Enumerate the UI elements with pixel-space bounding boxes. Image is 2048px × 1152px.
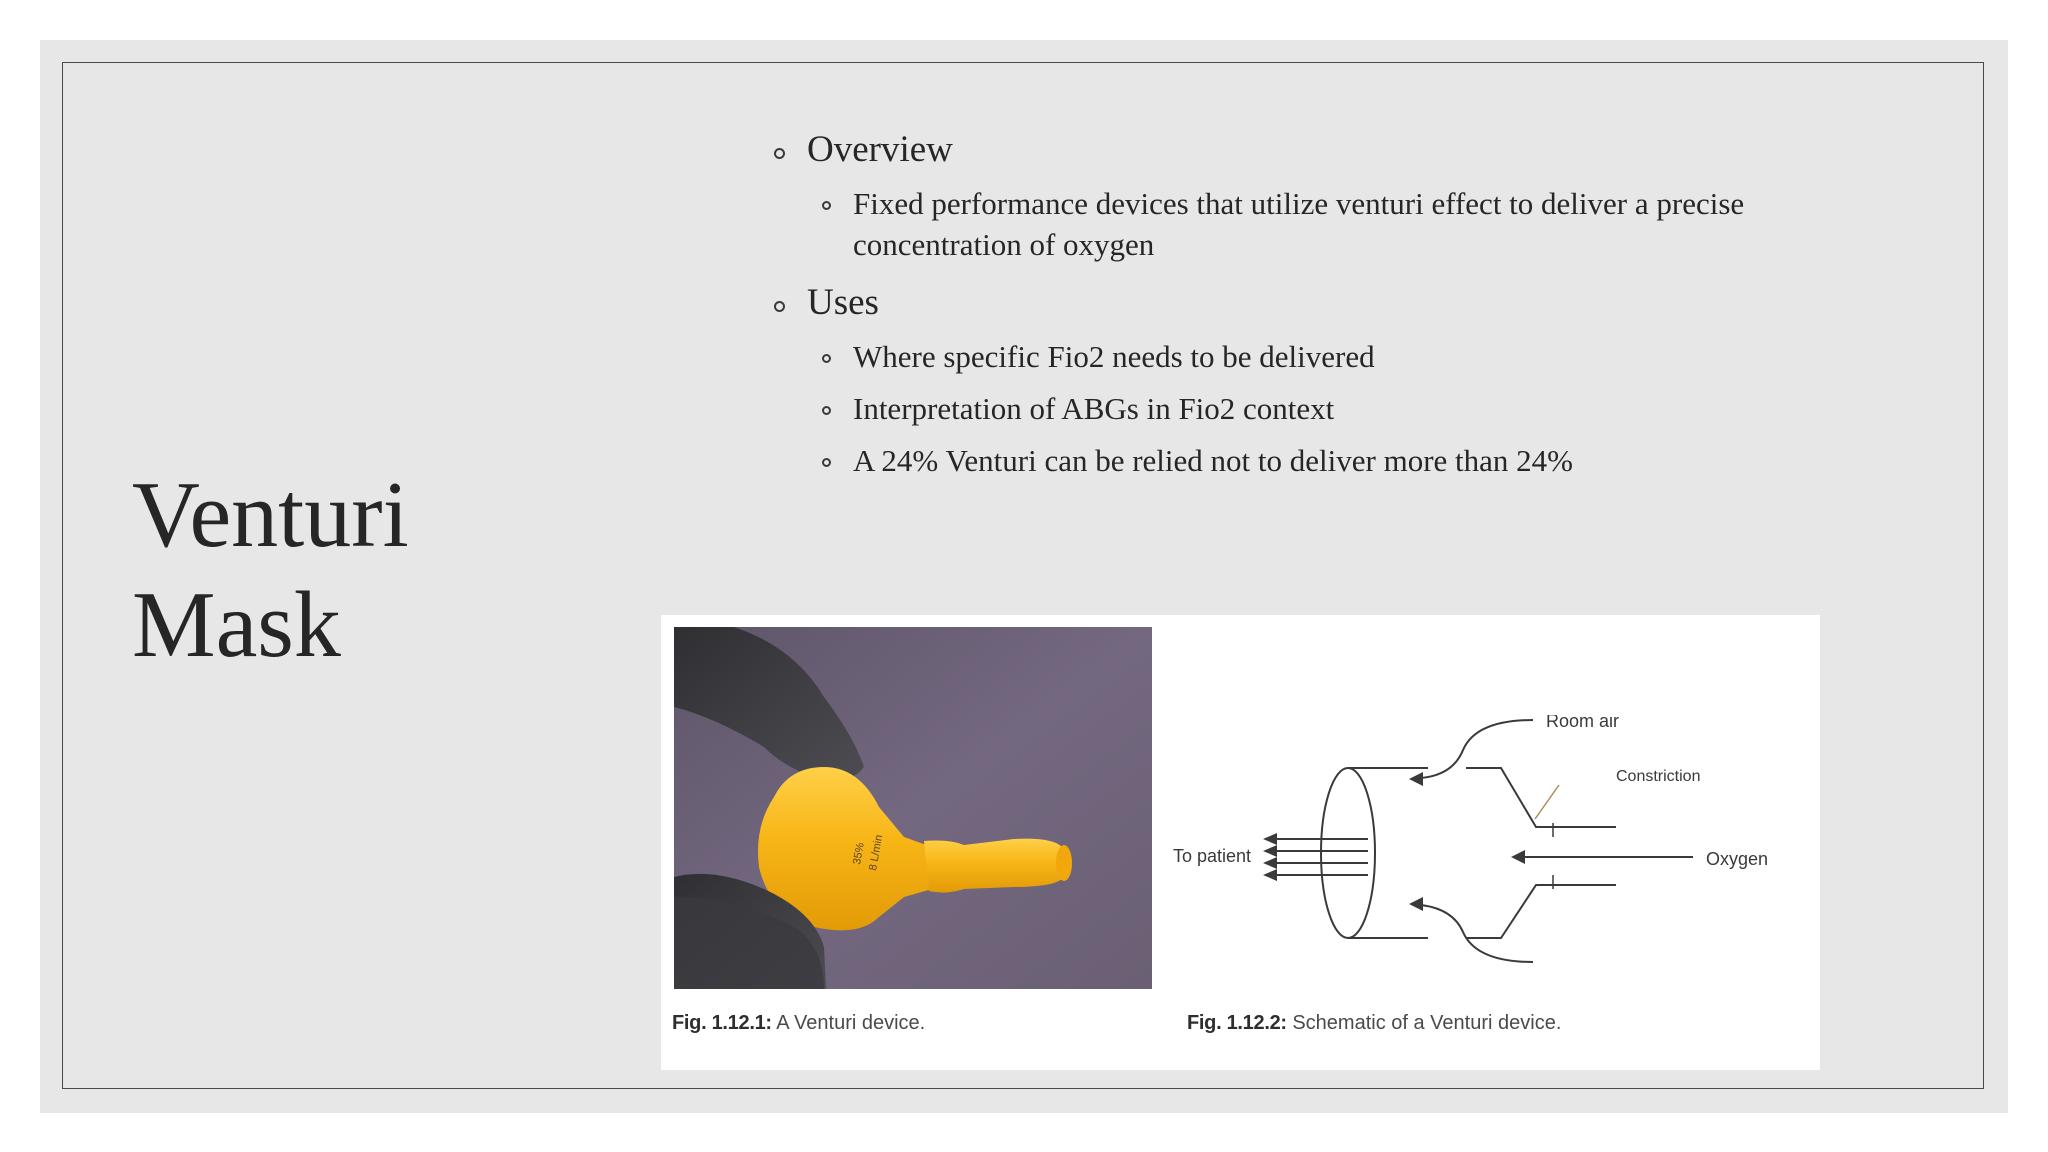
bullet-list <box>770 128 1870 492</box>
figure-caption-1 <box>672 1012 925 1035</box>
bullet-marker <box>774 148 785 159</box>
svg-text:35%: 35% <box>851 841 867 866</box>
bullet-marker <box>774 301 785 312</box>
caption-1-text: A Venturi device. <box>771 1012 926 1034</box>
bullet-marker <box>822 458 831 467</box>
caption-1-label: Fig. 1.12.1: <box>672 1012 772 1034</box>
sub-bullet <box>770 440 1870 481</box>
sub-bullet <box>770 388 1870 429</box>
caption-2-label: Fig. 1.12.2: <box>1187 1012 1287 1034</box>
sub-bullet <box>770 336 1870 377</box>
venturi-device-illustration <box>674 627 1152 989</box>
to-patient-arrows <box>1263 833 1368 881</box>
caption-2-text: Schematic of a Venturi device. <box>1286 1012 1562 1034</box>
bullet-uses-label: Uses <box>807 282 879 323</box>
slide-title <box>132 460 409 680</box>
label-oxygen: Oxygen <box>1706 849 1769 869</box>
sub-bullet-text: A 24% Venturi can be relied not to deliver more than 24% <box>853 443 1573 478</box>
svg-text:8 L/min: 8 L/min <box>867 833 886 872</box>
label-constriction: Constriction <box>1616 768 1701 785</box>
bullet-marker <box>822 354 831 363</box>
label-room-air: Room air <box>1546 715 1620 731</box>
bullet-uses <box>770 281 1870 325</box>
sub-bullet-text: Where specific Fio2 needs to be delivered <box>853 339 1375 374</box>
arrow-icon <box>1511 850 1525 864</box>
constriction-lower-wall <box>1466 885 1616 938</box>
arrow-icon <box>1409 772 1423 786</box>
sub-bullet <box>770 183 1870 265</box>
figure-panel <box>661 615 1820 1070</box>
venturi-device-photo <box>674 627 1152 989</box>
title-line-2: Mask <box>132 573 341 677</box>
title-line-1: Venturi <box>132 463 409 567</box>
venturi-schematic-diagram <box>1171 715 1811 975</box>
figure-caption-2 <box>1187 1012 1561 1035</box>
slide <box>40 40 2008 1113</box>
label-to-patient: To patient <box>1173 846 1252 866</box>
mask-outline <box>1321 768 1375 938</box>
bullet-marker <box>822 406 831 415</box>
arrow-icon <box>1409 897 1423 911</box>
sub-bullet-text: Interpretation of ABGs in Fio2 context <box>853 391 1335 426</box>
sub-bullet-text: Fixed performance devices that utilize venturi effect to deliver a precise concentration of oxygen <box>853 186 1745 262</box>
constriction-upper-wall <box>1466 768 1616 827</box>
room-air-flow-top <box>1421 720 1533 778</box>
bullet-marker <box>822 201 831 210</box>
bullet-overview <box>770 128 1870 172</box>
bullet-overview-label: Overview <box>807 129 953 170</box>
